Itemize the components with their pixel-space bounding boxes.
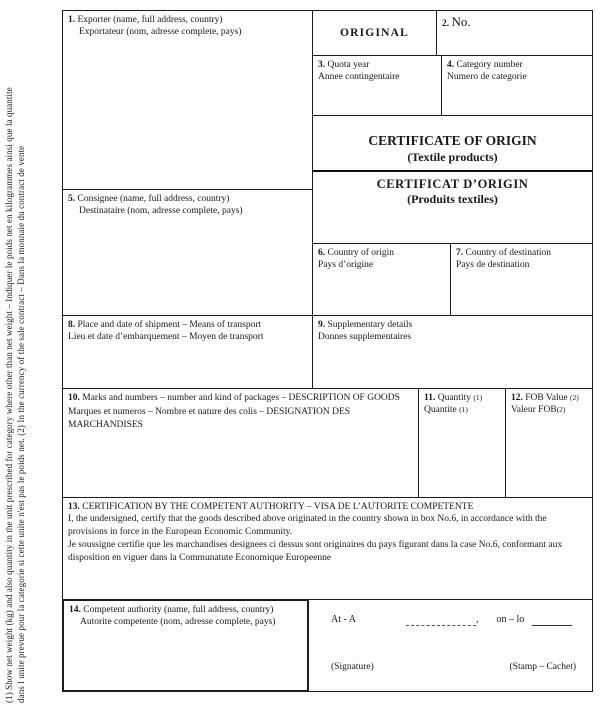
at-label: At - A	[331, 614, 356, 625]
box-certification-number: 13.	[68, 502, 80, 512]
box-country-of-destination-label-en	[456, 247, 587, 259]
box-quantity-label-fr	[424, 404, 500, 416]
box-goods-description	[62, 388, 419, 498]
box-country-of-destination-title-en: Country of destination	[465, 248, 551, 258]
box-fob-note-en: (2)	[569, 393, 579, 402]
box-competent-authority	[62, 599, 309, 692]
box-goods-number: 10.	[68, 393, 80, 403]
box-fob-label-fr	[511, 404, 587, 416]
box-fob-note-fr: (2)	[556, 405, 566, 415]
box-exporter-title-fr: Exportateur (nom, adresse complete, pays)	[79, 27, 242, 38]
box-exporter	[62, 10, 313, 190]
title-block	[312, 115, 593, 244]
box-goods-title-en: Marks and numbers – number and kind of packages – DESCRIPTION OF GOODS	[82, 393, 400, 403]
signature-label: (Signature)	[331, 661, 374, 672]
box-category-number-number: 4.	[447, 60, 455, 70]
box-country-of-origin-label-en	[318, 247, 445, 259]
box-exporter-number: 1.	[68, 15, 76, 25]
certification-body-fr: Je soussigne certifie que les marchandises designees ci dessus sont originaires du pays figurant dans la case No.6, conformant aux disposition en viguer dans la Communatute Economique Europeenne	[68, 539, 563, 563]
certification-body-en: I, the undersigned, certify that the goods described above originated in the country shown in box No.6, in accordance with the provisions in force in the European Economic Community.	[68, 514, 547, 538]
box-competent-authority-title-en: Competent authority (name, full address, country)	[83, 605, 274, 615]
box-certification-heading	[68, 501, 587, 513]
box-country-of-destination-number: 7.	[456, 248, 464, 258]
box-category-number-title-en: Category number	[456, 60, 523, 70]
box-competent-authority-label-en	[69, 604, 302, 616]
box-consignee-title-fr: Destinataire (nom, adresse complete, pays)	[79, 206, 243, 217]
box-shipment-title-fr: Lieu et date d’embarquement – Moyen de transport	[68, 332, 264, 343]
box-quota-year-title-fr: Annee contingentaire	[318, 72, 400, 83]
on-label: on – lo	[496, 614, 525, 625]
box-certification	[62, 497, 593, 600]
place-and-date-line	[331, 613, 572, 626]
box-supplementary-label-en	[318, 319, 587, 331]
doc-title-en: CERTIFICATE OF ORIGIN	[368, 133, 537, 148]
box-number-number: 2.	[442, 19, 450, 29]
box-quantity-note-en: (1)	[473, 393, 483, 402]
stamp-label: (Stamp – Cachet)	[509, 661, 576, 672]
box-country-of-origin-title-en: Country of origin	[327, 248, 394, 258]
box-category-number	[441, 55, 593, 116]
box-exporter-label-en	[68, 14, 307, 26]
box-certification-heading-text: CERTIFICATION BY THE COMPETENT AUTHORITY – VISA DE L’AUTORITE COMPETENTE	[82, 502, 474, 512]
box-supplementary-title-en: Supplementary details	[327, 320, 413, 330]
box-number-label: No.	[451, 14, 471, 29]
date-fill-line	[532, 615, 572, 626]
box-shipment-label-en	[68, 319, 307, 331]
box-category-number-label-en	[447, 59, 587, 71]
box-number	[436, 10, 593, 56]
box-country-of-origin-title-fr: Pays d’origine	[318, 260, 374, 271]
box-country-of-destination-title-fr: Pays de destination	[456, 260, 530, 271]
box-country-of-origin-number: 6.	[318, 248, 326, 258]
box-country-of-origin	[312, 243, 451, 316]
box-shipment-number: 8.	[68, 320, 76, 330]
doc-subtitle-fr: (Produits textiles)	[407, 192, 498, 207]
box-fob-value	[505, 388, 593, 498]
box-quantity	[418, 388, 506, 498]
signature-area	[308, 599, 593, 692]
box-supplementary-details	[312, 315, 593, 389]
copy-type-box	[312, 10, 437, 56]
box-consignee-label-en	[68, 193, 307, 205]
comma-separator: ,	[476, 614, 479, 625]
signature-stamp-row	[331, 661, 576, 673]
box-competent-authority-title-fr: Autorite competente (nom, adresse complete, pays)	[80, 617, 276, 628]
box-consignee-title-en: Consignee (name, full address, country)	[77, 194, 230, 204]
box-quantity-note-fr: (1)	[459, 405, 468, 415]
place-fill-line	[406, 615, 476, 626]
box-consignee	[62, 189, 313, 316]
doc-title-fr: CERTIFICAT D’ORIGIN	[376, 177, 529, 192]
box-quantity-number: 11.	[424, 393, 436, 403]
footnote-vertical-line2: dans l unite prevue pour la categorie si cette unite n'est pas le poids net. (2) In the currency of the sale contract – Dans la monnaie du contract de vente	[16, 145, 26, 703]
box-supplementary-title-fr: Donnes supplementaires	[318, 332, 412, 343]
box-fob-title-fr: Valeur FOB	[511, 405, 557, 416]
box-supplementary-number: 9.	[318, 320, 326, 330]
box-quota-year-label-en	[318, 59, 436, 71]
box-consignee-number: 5.	[68, 194, 76, 204]
box-quota-year	[312, 55, 442, 116]
box-goods-title-fr: Marques et numeros – Nombre et nature des colis – DESIGNATION DES MARCHANDISES	[68, 407, 351, 430]
box-shipment	[62, 315, 313, 389]
title-group-en	[313, 116, 592, 172]
box-exporter-title-en: Exporter (name, full address, country)	[77, 15, 223, 25]
box-category-number-title-fr: Numero de categorie	[447, 72, 527, 83]
box-shipment-title-en: Place and date of shipment – Means of transport	[77, 320, 262, 330]
box-country-of-destination	[450, 243, 593, 316]
box-quantity-label-en	[424, 392, 500, 404]
box-goods-label-en	[68, 392, 413, 404]
box-fob-label-en	[511, 392, 587, 404]
box-fob-number: 12.	[511, 393, 523, 403]
footnote-vertical-line1: (1) Show net weight (kg) and also quantity in the unit prescribed for category where other than net weight – Indiquer le poids net en kilogrammes ainsi que la quantite	[4, 87, 14, 703]
title-group-fr	[313, 172, 592, 208]
box-quota-year-number: 3.	[318, 60, 326, 70]
doc-subtitle-en: (Textile products)	[407, 149, 498, 164]
copy-type-label: ORIGINAL	[339, 26, 410, 39]
box-competent-authority-number: 14.	[69, 605, 81, 615]
box-quota-year-title-en: Quota year	[327, 60, 370, 70]
box-fob-title-en: FOB Value	[525, 393, 568, 403]
box-quantity-title-fr: Quantite	[424, 405, 457, 416]
box-quantity-title-en: Quantity	[437, 393, 471, 403]
